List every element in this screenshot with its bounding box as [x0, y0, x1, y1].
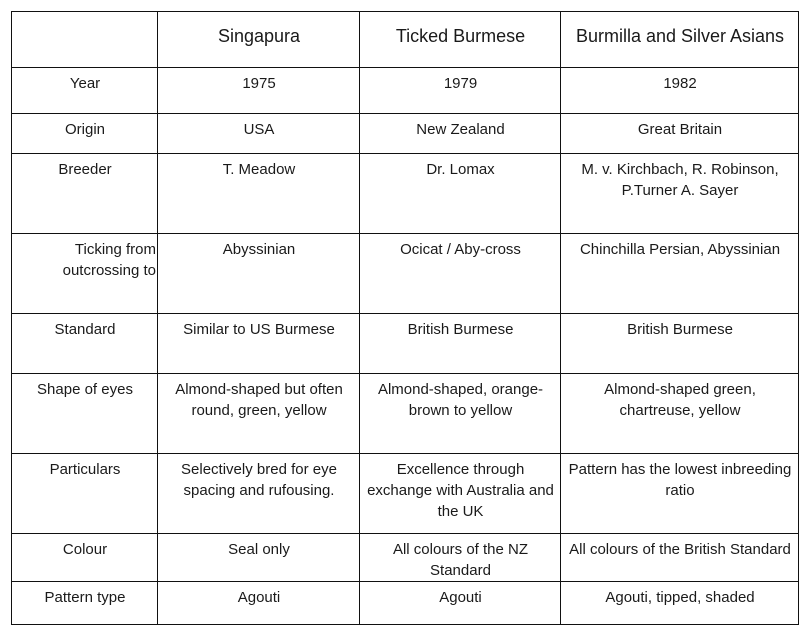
table-cell: Selectively bred for eye spacing and rufousing. — [181, 461, 337, 499]
row-label: Origin — [64, 121, 105, 138]
table-cell: British Burmese — [407, 321, 514, 338]
table-cell: Pattern has the lowest inbreeding ratio — [568, 461, 792, 499]
table-cell: 1975 — [242, 75, 276, 92]
table-hline — [11, 233, 799, 234]
table-cell: Almond-shaped green, chartreuse, yellow — [604, 381, 756, 419]
table-hline — [11, 313, 799, 314]
row-label: Colour — [62, 541, 108, 558]
table-cell: M. v. Kirchbach, R. Robinson, P.Turner A. Sayer — [581, 161, 779, 199]
table-cell: T. Meadow — [222, 161, 296, 178]
table-cell: Chinchilla Persian, Abyssinian — [579, 241, 781, 258]
row-label: Standard — [54, 321, 116, 338]
table-cell: Dr. Lomax — [426, 161, 495, 178]
table-hline — [11, 113, 799, 114]
table-hline — [11, 581, 799, 582]
table-cell: Almond-shaped but often round, green, yellow — [175, 381, 343, 419]
row-label: Particulars — [49, 461, 121, 478]
table-cell: Agouti — [237, 589, 281, 606]
table-cell: 1979 — [443, 75, 478, 92]
table-hline — [11, 624, 799, 625]
table-cell: 1982 — [663, 75, 697, 92]
table-hline — [11, 533, 799, 534]
table-cell: Similar to US Burmese — [183, 321, 335, 338]
table-cell: All colours of the NZ Standard — [392, 541, 529, 579]
table-cell: Seal only — [228, 541, 290, 558]
column-header: Burmilla and Silver Asians — [575, 26, 785, 46]
table-cell: Abyssinian — [222, 241, 296, 258]
table-cell: Ocicat / Aby-cross — [400, 241, 521, 258]
table-cell: New Zealand — [416, 121, 505, 138]
table-hline — [11, 67, 799, 68]
table-hline — [11, 153, 799, 154]
table-hline — [11, 11, 799, 12]
table-cell: Almond-shaped, orange- brown to yellow — [377, 381, 544, 419]
row-label: Pattern type — [44, 589, 126, 606]
row-label: Shape of eyes — [37, 381, 133, 398]
table-cell: USA — [243, 121, 275, 138]
column-header: Ticked Burmese — [395, 26, 526, 46]
table-cell: All colours of the British Standard — [569, 541, 791, 558]
row-label: Year — [69, 75, 101, 92]
table-hline — [11, 453, 799, 454]
table-cell: Agouti, tipped, shaded — [605, 589, 755, 606]
table-hline — [11, 373, 799, 374]
column-header: Singapura — [217, 26, 301, 46]
table-cell: Great Britain — [637, 121, 723, 138]
row-label: Ticking from outcrossing to — [62, 241, 156, 279]
table-cell: Agouti — [439, 589, 482, 606]
row-label: Breeder — [58, 161, 112, 178]
table-cell: Excellence through exchange with Australia and the UK — [367, 461, 554, 520]
table-cell: British Burmese — [627, 321, 733, 338]
